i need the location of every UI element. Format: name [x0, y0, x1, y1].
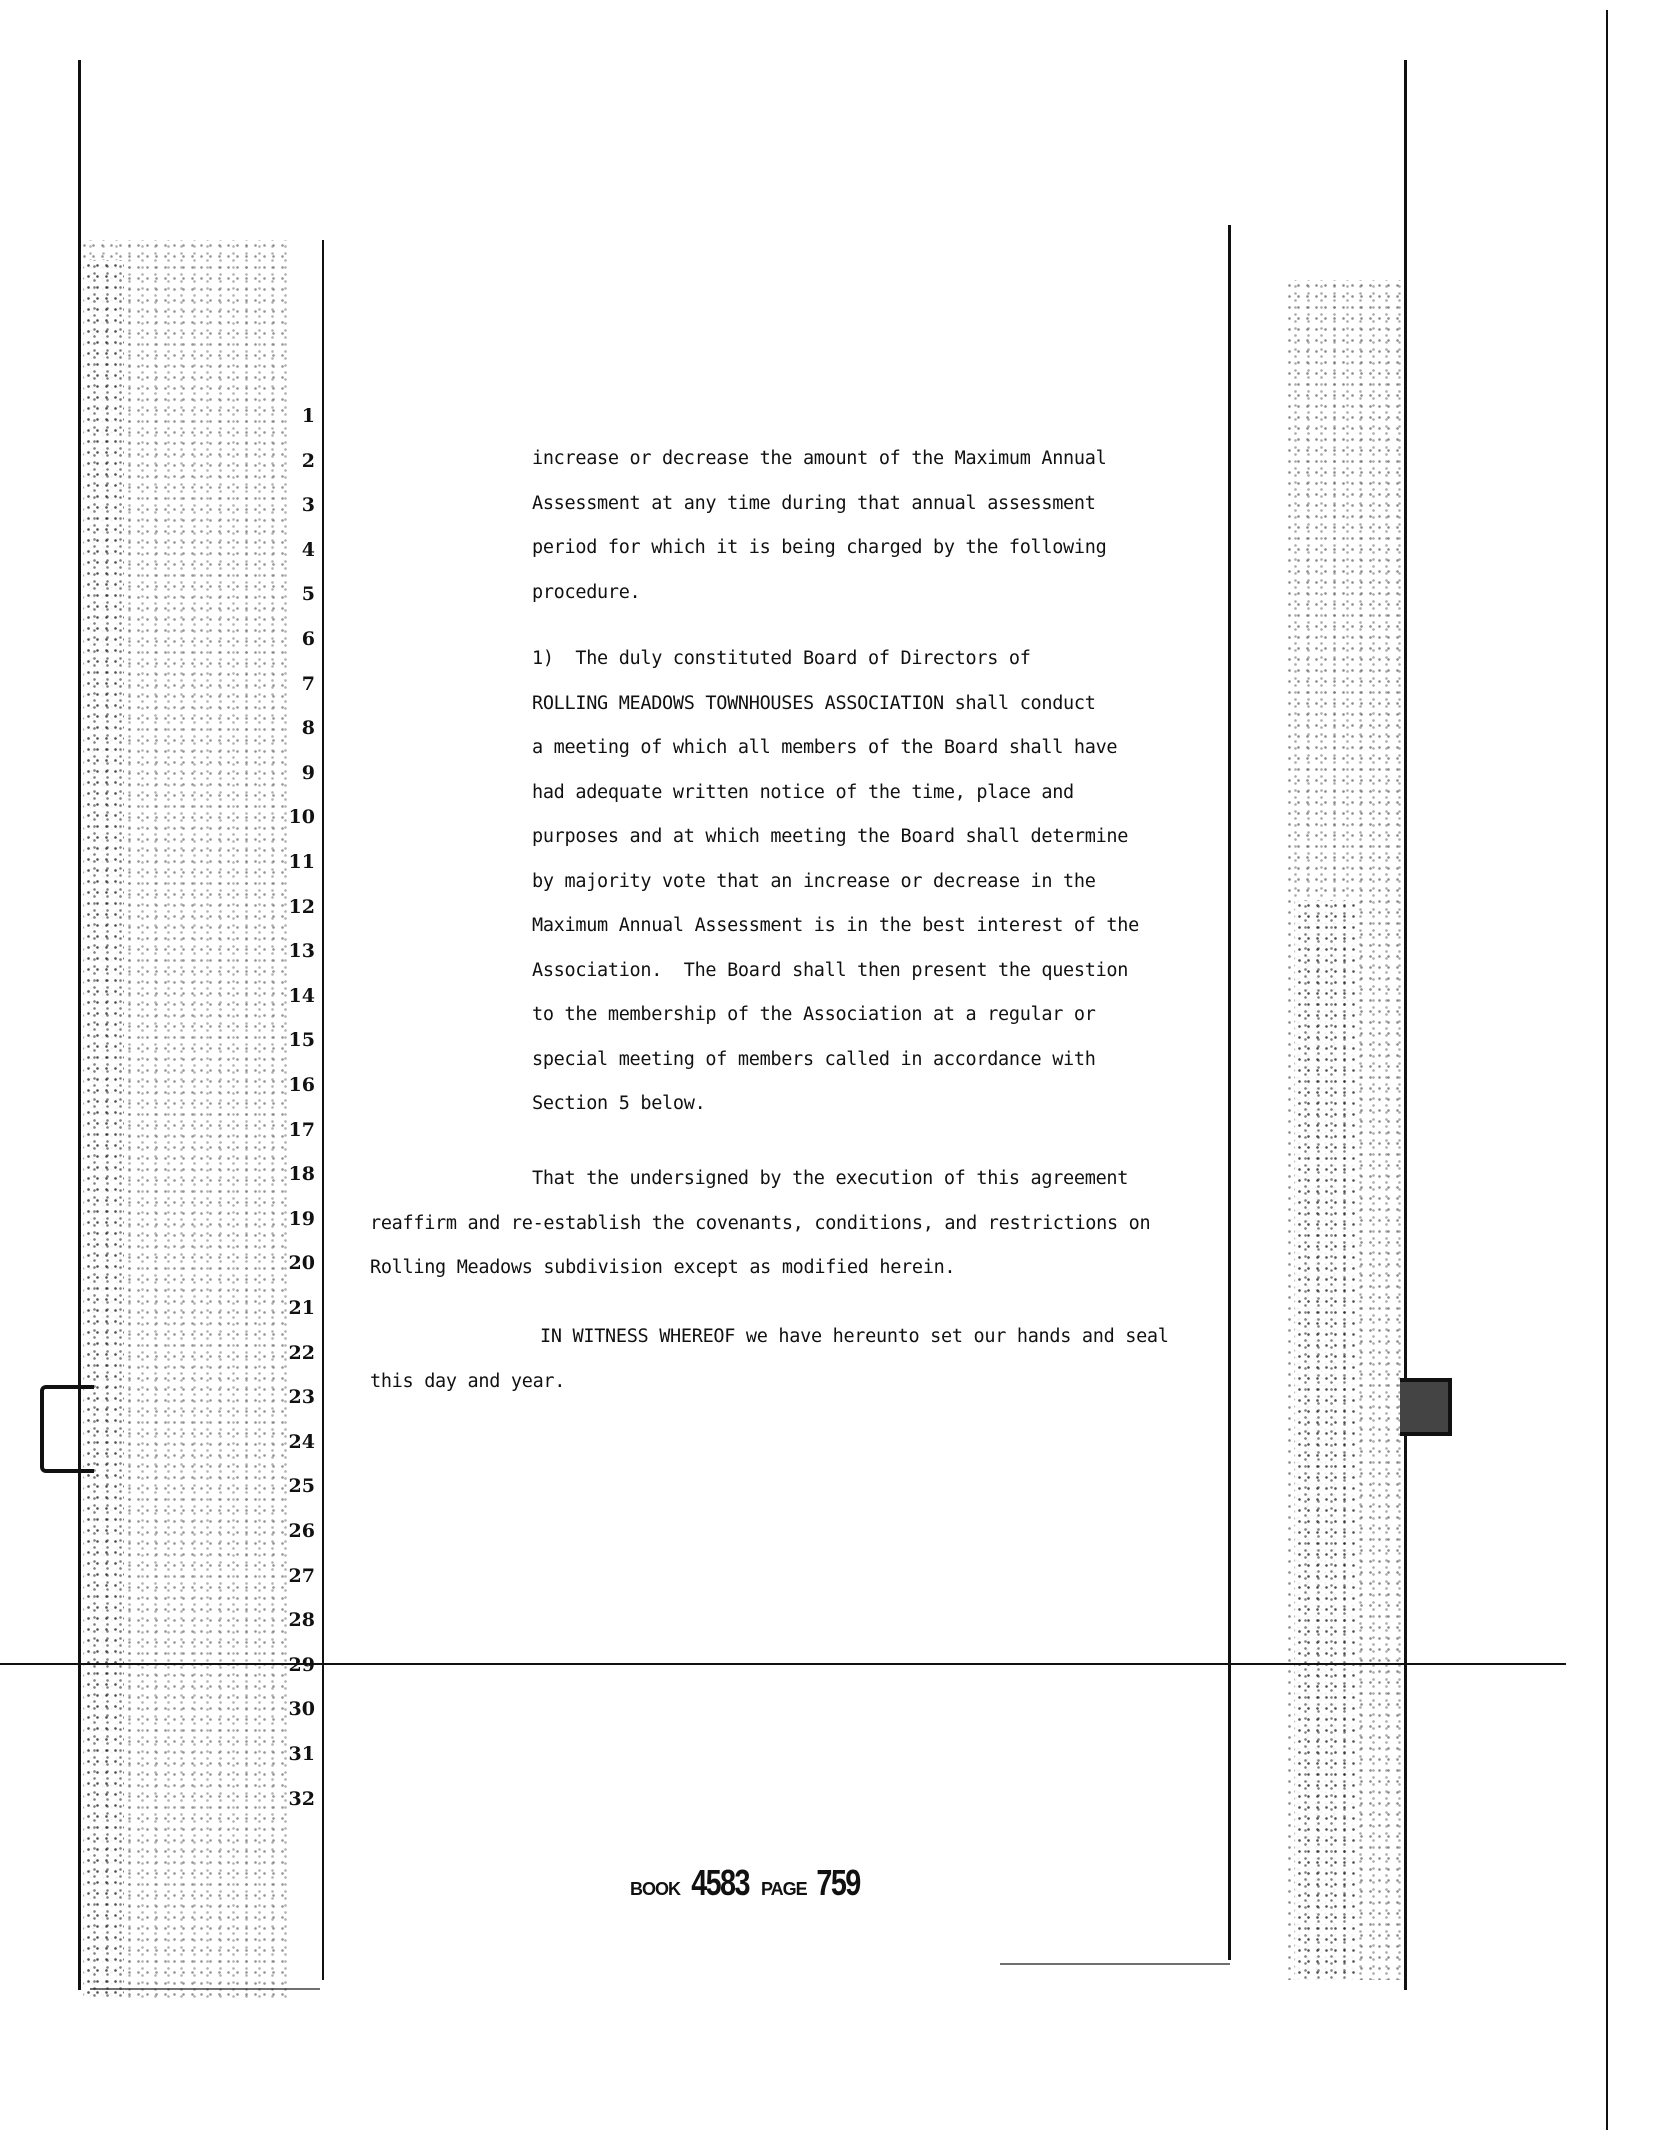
line-number: 29	[288, 1653, 315, 1676]
line-number: 1	[301, 405, 315, 427]
far-right-rule	[1606, 10, 1608, 2130]
text-line: ROLLING MEADOWS TOWNHOUSES ASSOCIATION shall conduct	[532, 692, 1096, 714]
book-page-stamp	[630, 1862, 865, 1904]
text-line: purposes and at which meeting the Board shall determine	[532, 826, 1129, 847]
paragraph-maximum-assessment	[532, 437, 1106, 615]
text-line: That the undersigned by the execution of this agreement	[532, 1168, 1129, 1189]
line-number: 30	[288, 1698, 315, 1721]
text-line: Association. The Board shall then present the question	[532, 959, 1129, 981]
line-number: 9	[301, 761, 315, 784]
text-line: procedure.	[532, 581, 641, 603]
right-binder-mark	[1400, 1378, 1452, 1436]
line-number: 19	[288, 1207, 315, 1230]
text-line: special meeting of members called in accordance with	[532, 1048, 1096, 1070]
line-number: 18	[288, 1163, 315, 1186]
text-line: by majority vote that an increase or decrease in the	[532, 870, 1096, 892]
line-number: 17	[288, 1118, 315, 1141]
paragraph-board-procedure	[532, 637, 1139, 1127]
line-number: 3	[301, 494, 315, 517]
line-number: 12	[288, 895, 315, 918]
horizontal-scan-line	[0, 1663, 1566, 1665]
bottom-right-rule	[1000, 1963, 1230, 1965]
line-number: 21	[288, 1297, 315, 1319]
page-label: PAGE	[761, 1879, 807, 1899]
text-line: this day and year.	[370, 1370, 566, 1392]
right-inner-rule	[1228, 225, 1231, 1960]
text-line: 1) The duly constituted Board of Directors of	[532, 648, 1031, 669]
line-number: 2	[301, 449, 315, 472]
line-number: 20	[288, 1252, 315, 1275]
line-number: 7	[301, 672, 315, 695]
line-number: 13	[288, 940, 315, 963]
line-number: 6	[301, 628, 315, 650]
text-line: Section 5 below.	[532, 1093, 706, 1114]
book-number: 4583	[691, 1862, 750, 1903]
line-number: 31	[288, 1743, 315, 1765]
text-line: Rolling Meadows subdivision except as modified herein.	[370, 1257, 956, 1278]
line-number: 22	[288, 1341, 315, 1364]
line-number: 26	[288, 1520, 315, 1542]
line-number: 11	[288, 851, 315, 873]
line-number: 5	[301, 583, 315, 606]
right-outer-rule	[1404, 60, 1407, 1990]
line-number: 10	[288, 806, 315, 829]
line-number: 27	[288, 1564, 315, 1587]
text-line: reaffirm and re-establish the covenants, conditions, and restrictions on	[370, 1212, 1151, 1234]
line-number: 8	[301, 717, 315, 740]
line-number: 32	[288, 1787, 315, 1810]
right-dense-speckle	[1295, 900, 1355, 1980]
text-line: Maximum Annual Assessment is in the best interest of the	[532, 915, 1139, 936]
text-line: Assessment at any time during that annual assessment	[532, 492, 1096, 514]
left-binder-mark	[40, 1385, 94, 1473]
left-inner-rule	[322, 240, 324, 1980]
text-line: period for which it is being charged by the following	[532, 537, 1107, 558]
paragraph-witness	[370, 1315, 1169, 1404]
book-label: BOOK	[630, 1879, 680, 1899]
line-number: 16	[288, 1074, 315, 1096]
text-line: to the membership of the Association at a regular or	[532, 1004, 1096, 1025]
text-line: had adequate written notice of the time, place and	[532, 781, 1074, 803]
line-number: 15	[288, 1029, 315, 1052]
text-line: IN WITNESS WHEREOF we have hereunto set our hands and seal	[540, 1326, 1169, 1347]
paragraph-reaffirmation	[370, 1157, 1150, 1291]
bottom-left-rule	[90, 1988, 320, 1990]
line-number: 23	[288, 1386, 315, 1409]
page-number: 759	[816, 1862, 860, 1903]
text-line: increase or decrease the amount of the Maximum Annual	[532, 448, 1107, 469]
left-dense-speckle	[84, 260, 124, 2000]
left-outer-rule	[78, 60, 81, 1990]
line-number: 24	[288, 1430, 315, 1453]
line-number: 25	[288, 1475, 315, 1498]
text-line: a meeting of which all members of the Board shall have	[532, 737, 1118, 758]
line-number: 4	[301, 538, 315, 561]
line-number: 28	[288, 1609, 315, 1632]
line-number: 14	[288, 984, 315, 1007]
